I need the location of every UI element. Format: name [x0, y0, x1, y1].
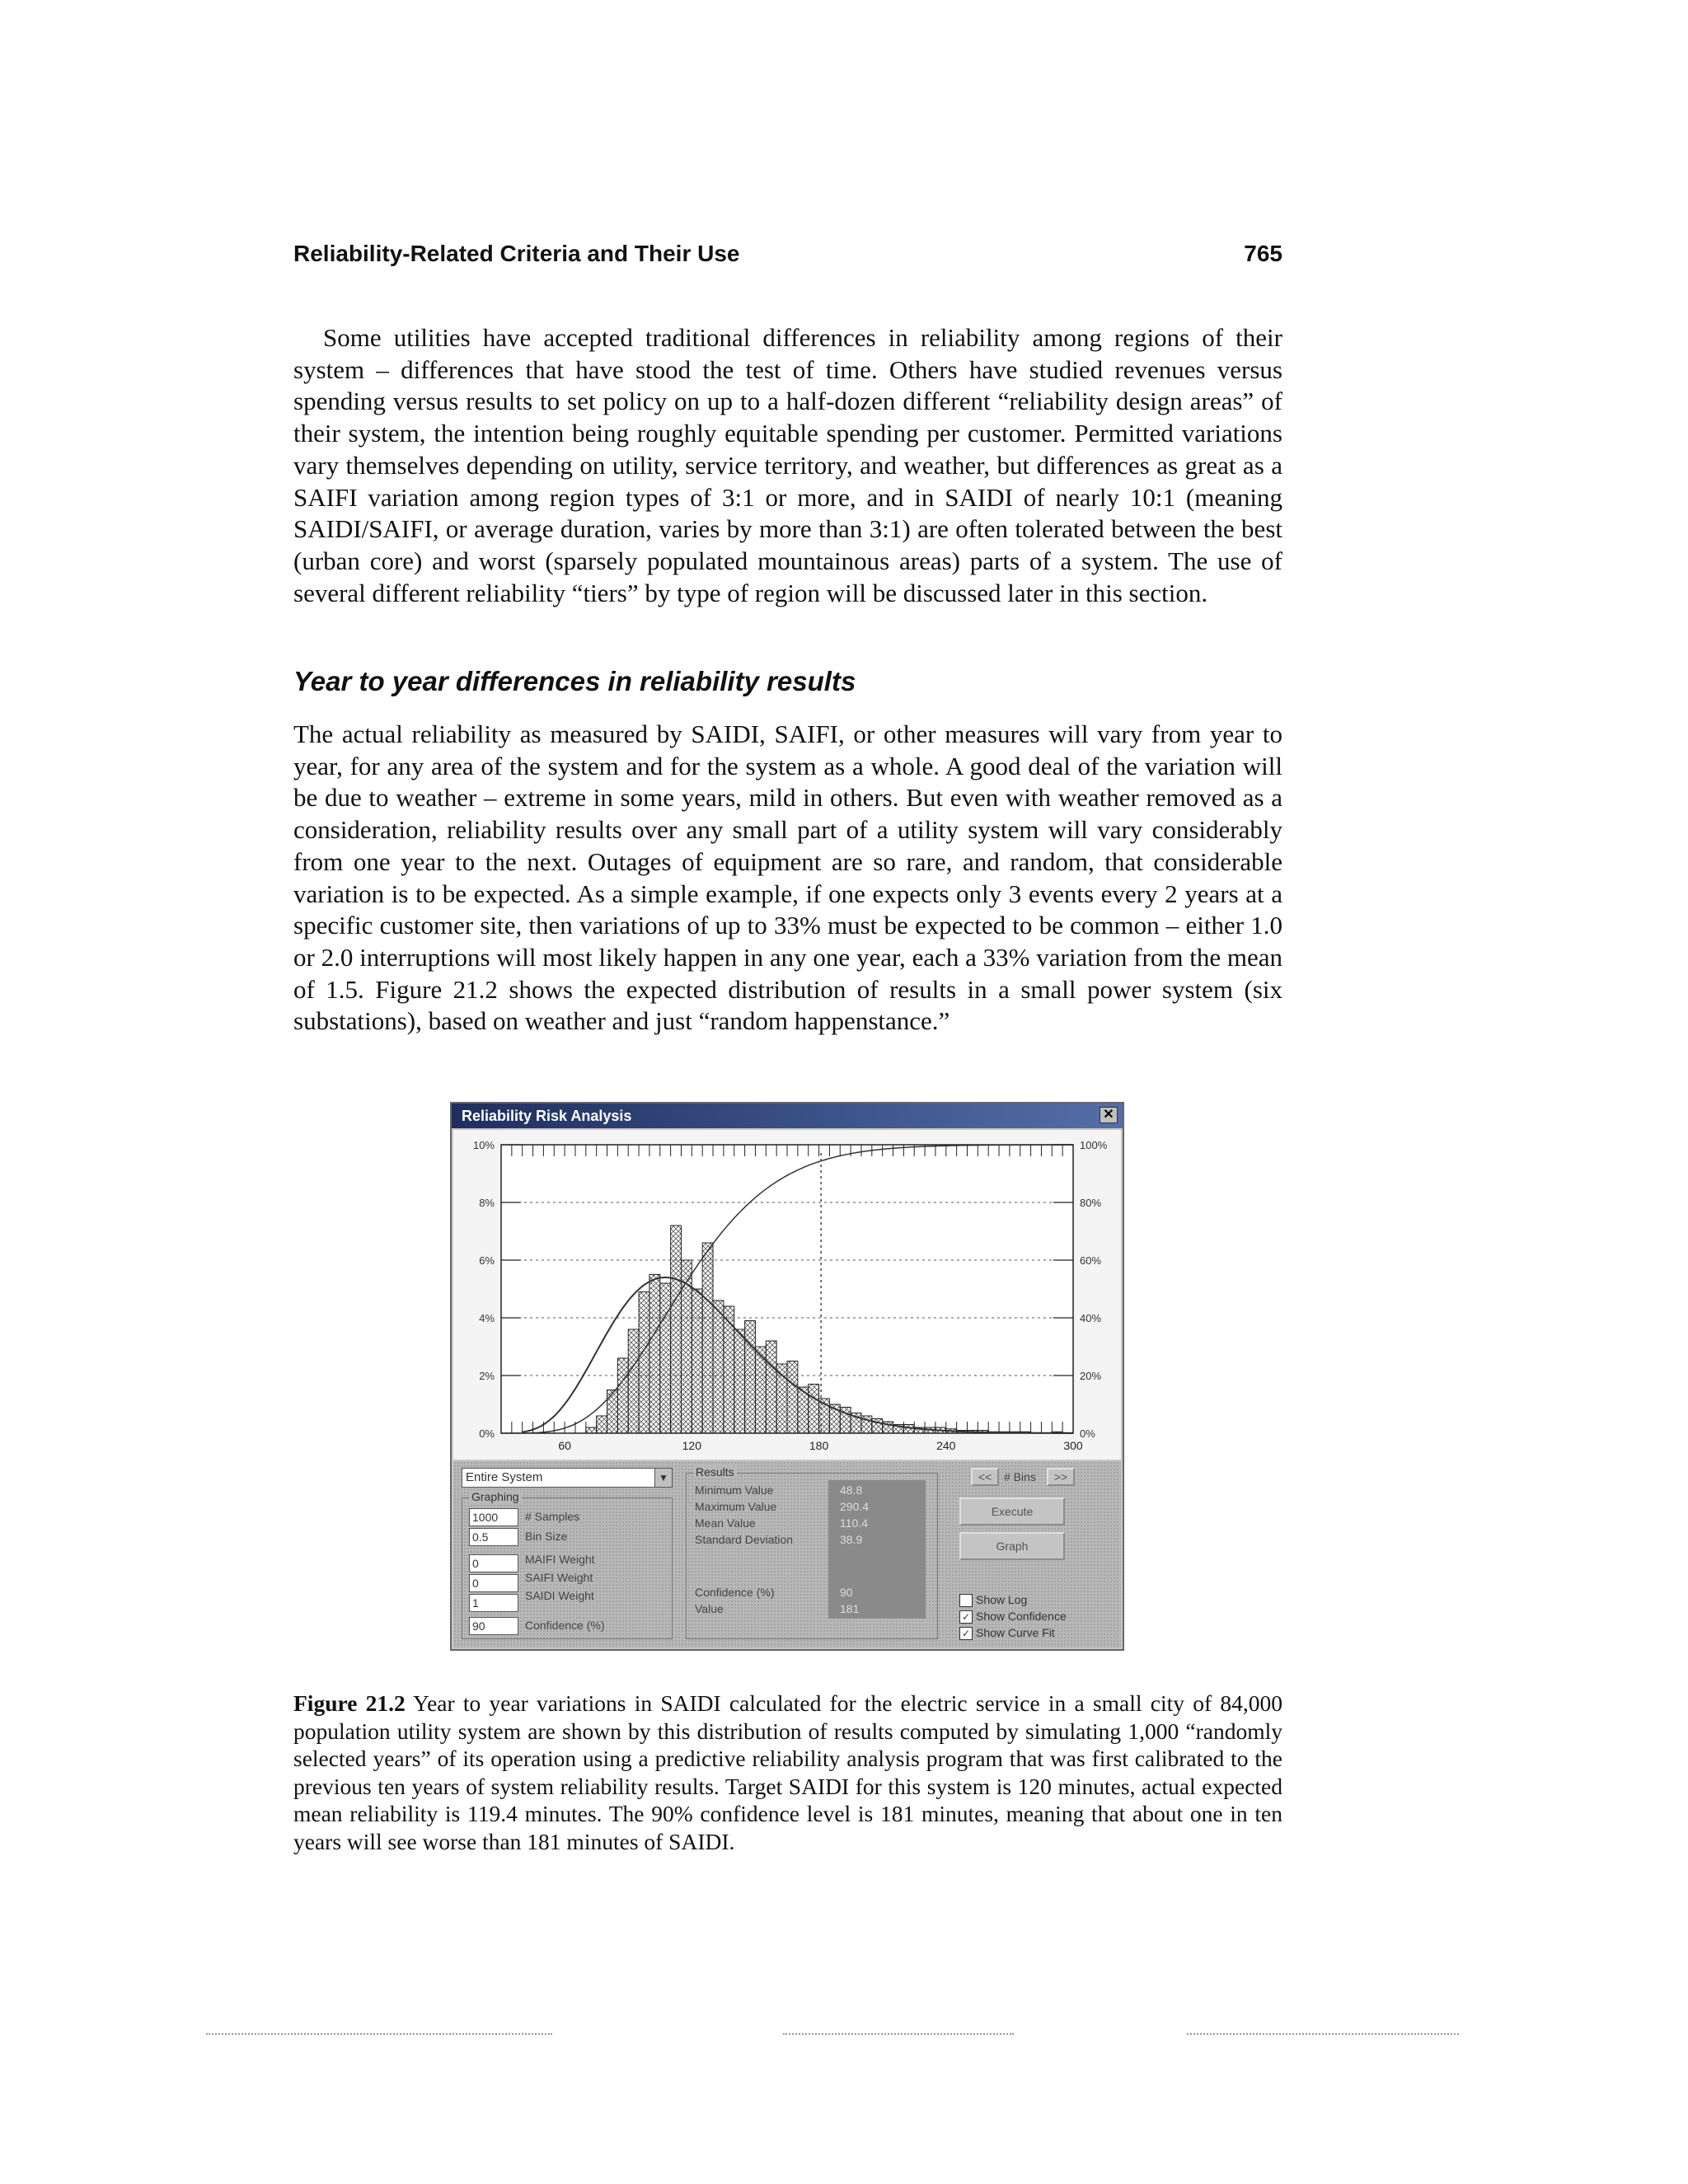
execute-button[interactable]: Execute — [959, 1497, 1065, 1526]
x-tick-label: 300 — [1063, 1439, 1083, 1452]
mean-value: 110.4 — [840, 1516, 868, 1530]
bins-label: # Bins — [1004, 1470, 1036, 1483]
y-left-tick-label: 8% — [479, 1197, 495, 1209]
x-tick-label: 120 — [682, 1439, 702, 1452]
bins-increase-button[interactable]: >> — [1047, 1468, 1075, 1486]
show-curve-fit-checkbox[interactable] — [959, 1626, 1055, 1640]
scan-artifact-line — [206, 2033, 552, 2035]
max-value-label: Maximum Value — [695, 1500, 777, 1513]
histogram-bar — [745, 1321, 756, 1434]
std-dev-value: 38.9 — [840, 1533, 863, 1546]
bin-size-label: Bin Size — [525, 1530, 568, 1543]
body-paragraph-2: The actual reliability as measured by SAIDI, SAIFI, or other measures will vary from year to year, for any area of the system and for the system as a whole. A good deal of the variation will be due to weather – extreme in some years, mild in others. But even with weather removed as a consideration, reliability results over any small part of a utility system will vary considerably from one year to the next. Outages of equipment are so rare, and random, that considerable variation is to be expected. As a simple example, if one expects only 3 events every 2 years at a specific customer site, then variations of up to 33% must be expected to be common – either 1.0 or 2.0 interruptions will most likely happen in any one year, each a 33% variation from the mean of 1.5. Figure 21.2 shows the expected distribution of results in a small power system (six substations), based on weather and just “random happenstance.” — [293, 719, 1282, 1036]
value-result: 181 — [840, 1602, 860, 1615]
figure-caption-text: Year to year variations in SAIDI calculated for the electric service in a small city of 84,000 population utility system are shown by this distribution of results computed by simulating 1,000 “randomly selected years” of its operation using a predictive reliability analysis program that was first calibrated to the previous ten years of system reliability results. Target SAIDI for this system is 120 minutes, actual expected mean reliability is 119.4 minutes. The 90% confidence level is 181 minutes, meaning that about one in ten years will see worse than 181 minutes of SAIDI. — [293, 1690, 1282, 1854]
x-tick-label: 240 — [936, 1439, 956, 1452]
histogram-bar — [809, 1385, 819, 1434]
bin-size-input[interactable]: 0.5 — [469, 1528, 518, 1546]
histogram-chart — [453, 1130, 1121, 1460]
show-log-label: Show Log — [976, 1593, 1028, 1606]
y-left-tick-label: 0% — [479, 1427, 495, 1440]
x-tick-label: 60 — [558, 1439, 571, 1452]
results-values-panel — [828, 1480, 926, 1619]
histogram-bar — [766, 1341, 776, 1433]
control-panel — [453, 1461, 1121, 1647]
confidence-value: 90 — [840, 1586, 853, 1599]
close-icon[interactable]: ✕ — [1100, 1107, 1118, 1123]
figure-caption — [293, 1690, 1282, 1855]
graphing-group-label: Graphing — [469, 1490, 522, 1503]
histogram-bar — [586, 1427, 597, 1433]
histogram-bar — [787, 1361, 798, 1434]
maifi-weight-input[interactable]: 0 — [469, 1554, 518, 1572]
page-number: 765 — [1244, 241, 1282, 266]
chevron-down-icon[interactable]: ▼ — [654, 1469, 672, 1487]
confidence-input[interactable]: 90 — [469, 1617, 518, 1635]
histogram-bar — [617, 1358, 628, 1433]
saifi-weight-label: SAIFI Weight — [525, 1571, 593, 1584]
system-select-value: Entire System — [466, 1470, 543, 1484]
histogram-bar — [734, 1329, 745, 1433]
saidi-weight-label: SAIDI Weight — [525, 1589, 594, 1602]
histogram-graph-area — [453, 1130, 1121, 1460]
y-left-tick-label: 2% — [479, 1370, 495, 1382]
y-left-tick-label: 6% — [479, 1254, 495, 1267]
y-right-tick-label: 60% — [1080, 1254, 1102, 1267]
std-dev-label: Standard Deviation — [695, 1533, 794, 1546]
figure-label: Figure 21.2 — [293, 1690, 406, 1716]
check-icon[interactable]: ✓ — [959, 1610, 973, 1624]
confidence-result-label: Confidence (%) — [695, 1586, 775, 1599]
y-right-tick-label: 40% — [1080, 1312, 1102, 1324]
histogram-bar — [671, 1226, 682, 1433]
min-value-label: Minimum Value — [695, 1483, 774, 1497]
system-select[interactable] — [462, 1468, 673, 1488]
histogram-bar — [597, 1416, 607, 1433]
maifi-weight-label: MAIFI Weight — [525, 1553, 595, 1566]
graphing-group — [462, 1490, 673, 1639]
scan-artifact-line — [783, 2033, 1014, 2035]
scan-artifact-line — [1187, 2033, 1459, 2035]
show-log-checkbox[interactable] — [959, 1593, 1027, 1607]
saidi-weight-input[interactable]: 1 — [469, 1594, 518, 1612]
x-tick-label: 180 — [809, 1439, 829, 1452]
check-icon[interactable]: ✓ — [959, 1627, 973, 1640]
samples-input[interactable]: 1000 — [469, 1508, 518, 1526]
show-curve-fit-label: Show Curve Fit — [976, 1626, 1055, 1639]
running-header — [293, 241, 1282, 274]
value-result-label: Value — [695, 1602, 724, 1615]
histogram-bar — [702, 1243, 713, 1433]
min-value: 48.8 — [840, 1483, 863, 1497]
window-titlebar — [452, 1104, 1123, 1128]
histogram-bar — [628, 1329, 639, 1433]
mean-value-label: Mean Value — [695, 1516, 756, 1530]
confidence-label: Confidence (%) — [525, 1619, 605, 1632]
histogram-bar — [607, 1390, 618, 1434]
checkbox-empty-icon[interactable] — [959, 1594, 973, 1607]
window-title: Reliability Risk Analysis — [462, 1108, 632, 1124]
y-right-tick-label: 20% — [1080, 1370, 1102, 1382]
histogram-bar — [692, 1289, 702, 1433]
body-paragraph-1: Some utilities have accepted traditional differences in reliability among regions of their system – differences that have stood the test of time. Others have studied revenues versus spending versus results to set policy on up to a half-dozen different “reliability design areas” of their system, the intention being roughly equitable spending per customer. Permitted variations vary themselves depending on utility, service territory, and weather, but differences as great as a SAIFI variation among region types of 3:1 or more, and in SAIDI of nearly 10:1 (meaning SAIDI/SAIFI, or average duration, varies by more than 3:1) are often tolerated between the best (urban core) and worst (sparsely populated mountainous areas) parts of a system. The use of several different reliability “tiers” by type of region will be discussed later in this section. — [293, 323, 1282, 607]
reliability-risk-analysis-window — [450, 1102, 1124, 1651]
y-left-tick-label: 4% — [479, 1312, 495, 1324]
show-confidence-checkbox[interactable] — [959, 1610, 1067, 1624]
running-title: Reliability-Related Criteria and Their Use — [293, 241, 740, 266]
graph-button[interactable]: Graph — [959, 1532, 1065, 1560]
histogram-bar — [660, 1283, 671, 1433]
section-heading: Year to year differences in reliability results — [293, 666, 856, 696]
show-confidence-label: Show Confidence — [976, 1610, 1067, 1623]
samples-label: # Samples — [525, 1510, 580, 1523]
y-right-tick-label: 80% — [1080, 1197, 1102, 1209]
results-group — [686, 1465, 938, 1639]
bins-decrease-button[interactable]: << — [971, 1468, 999, 1486]
histogram-bar — [713, 1301, 724, 1433]
results-group-label: Results — [693, 1465, 737, 1479]
histogram-bar — [649, 1275, 660, 1434]
histogram-bar — [639, 1292, 649, 1434]
saifi-weight-input[interactable]: 0 — [469, 1574, 518, 1592]
max-value: 290.4 — [840, 1500, 870, 1513]
y-right-tick-label: 100% — [1080, 1139, 1108, 1151]
y-left-tick-label: 10% — [472, 1139, 495, 1151]
y-right-tick-label: 0% — [1080, 1427, 1095, 1440]
